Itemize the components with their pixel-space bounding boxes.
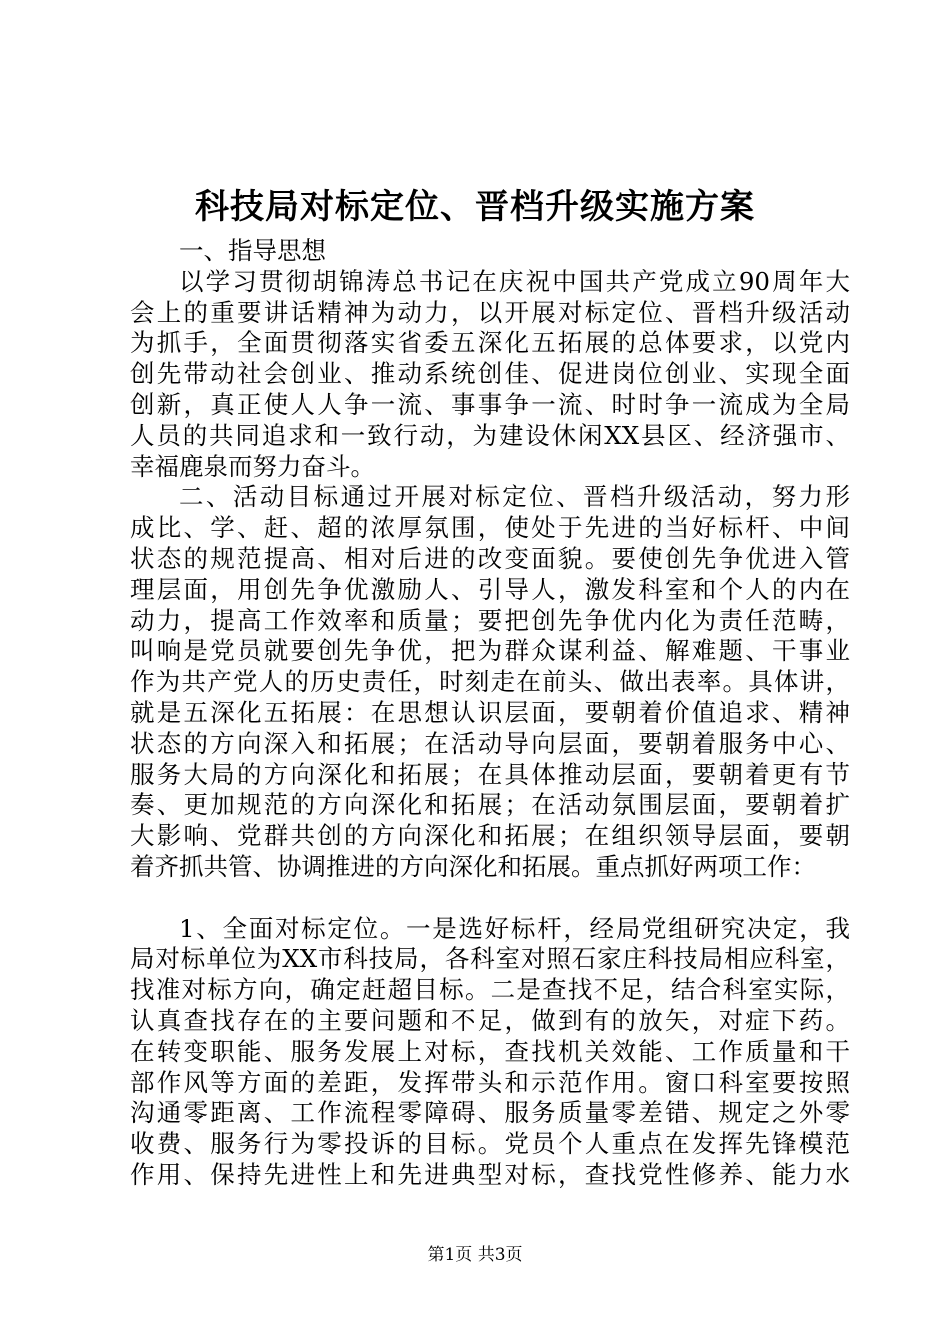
body-line: 动力，提高工作效率和质量；要把创先争优内化为责任范畴， xyxy=(130,605,850,635)
body-line: 作为共产党人的历史责任，时刻走在前头、做出表率。具体讲， xyxy=(130,667,850,697)
body-line: 成比、学、赶、超的浓厚氛围，使处于先进的当好标杆、中间 xyxy=(130,513,850,543)
body-line: 创先带动社会创业、推动系统创佳、促进岗位创业、实现全面 xyxy=(130,359,850,389)
paragraph-spacer xyxy=(130,883,850,914)
body-line: 部作风等方面的差距，发挥带头和示范作用。窗口科室要按照 xyxy=(130,1067,850,1097)
body-line: 在转变职能、服务发展上对标，查找机关效能、工作质量和干 xyxy=(130,1036,850,1066)
body-line: 局对标单位为XX市科技局，各科室对照石家庄科技局相应科室， xyxy=(130,944,850,974)
body-line: 找准对标方向，确定赶超目标。二是查找不足，结合科室实际， xyxy=(130,975,850,1005)
body-line: 幸福鹿泉而努力奋斗。 xyxy=(130,451,375,481)
body-line: 状态的规范提高、相对后进的改变面貌。要使创先争优进入管 xyxy=(130,543,850,573)
section-heading-benchmark: 1、全面对标定位。一是选好标杆，经局党组研究决定，我 xyxy=(179,913,850,943)
body-line: 就是五深化五拓展：在思想认识层面，要朝着价值追求、精神 xyxy=(130,697,850,727)
body-line: 大影响、党群共创的方向深化和拓展；在组织领导层面，要朝 xyxy=(130,821,850,851)
body-line: 着齐抓共管、协调推进的方向深化和拓展。重点抓好两项工作： xyxy=(130,851,816,881)
page-footer: 第1页 共3页 xyxy=(427,1245,523,1265)
body-line: 以学习贯彻胡锦涛总书记在庆祝中国共产党成立90周年大 xyxy=(179,266,850,296)
body-line: 沟通零距离、工作流程零障碍、服务质量零差错、规定之外零 xyxy=(130,1098,850,1128)
body-line: 人员的共同追求和一致行动，为建设休闲XX县区、经济强市、 xyxy=(130,420,850,450)
body-line: 奏、更加规范的方向深化和拓展；在活动氛围层面，要朝着扩 xyxy=(130,790,850,820)
body-line: 叫响是党员就要创先争优，把为群众谋利益、解难题、干事业 xyxy=(130,636,850,666)
body-line: 理层面，用创先争优激励人、引导人，激发科室和个人的内在 xyxy=(130,574,850,604)
body-line: 服务大局的方向深化和拓展；在具体推动层面，要朝着更有节 xyxy=(130,759,850,789)
document-body xyxy=(130,236,850,1191)
section-heading-guiding-thought: 一、指导思想 xyxy=(179,236,326,265)
body-line: 状态的方向深入和拓展；在活动导向层面，要朝着服务中心、 xyxy=(130,728,850,758)
body-line: 作用、保持先进性上和先进典型对标，查找党性修养、能力水 xyxy=(130,1159,850,1189)
body-line: 会上的重要讲话精神为动力，以开展对标定位、晋档升级活动 xyxy=(130,297,850,327)
document-title: 科技局对标定位、晋档升级实施方案 xyxy=(195,187,755,227)
body-line: 认真查找存在的主要问题和不足，做到有的放矢，对症下药。 xyxy=(130,1005,850,1035)
body-line: 创新，真正使人人争一流、事事争一流、时时争一流成为全局 xyxy=(130,389,850,419)
body-line: 为抓手，全面贯彻落实省委五深化五拓展的总体要求，以党内 xyxy=(130,328,850,358)
section-heading-activity-goal: 二、活动目标通过开展对标定位、晋档升级活动，努力形 xyxy=(179,482,850,512)
body-line: 收费、服务行为零投诉的目标。党员个人重点在发挥先锋模范 xyxy=(130,1129,850,1159)
